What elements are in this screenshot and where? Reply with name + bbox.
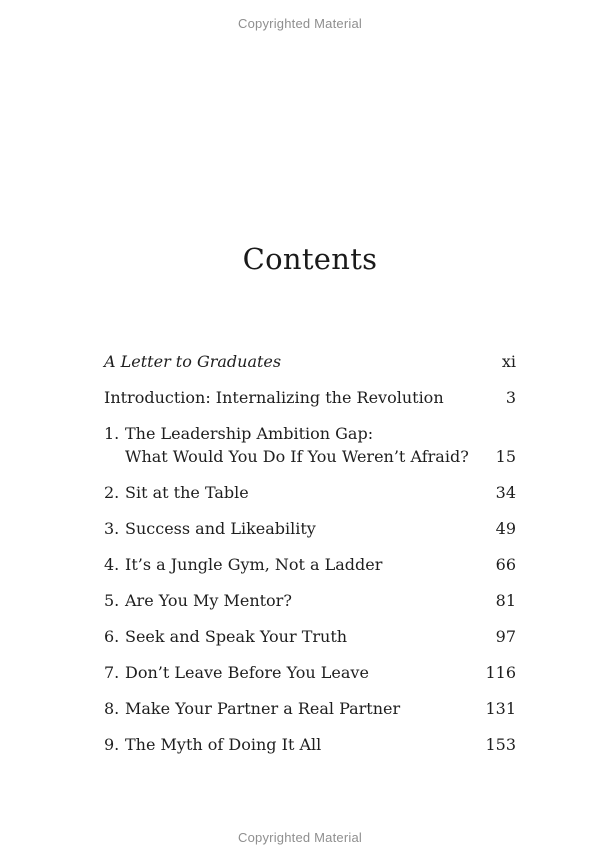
toc-entry-page: xi [501, 352, 516, 371]
toc-entry-label [104, 733, 321, 756]
toc-entry-number: 7. [104, 663, 120, 682]
toc-entry [104, 386, 516, 409]
toc-entry [104, 422, 516, 468]
page-title: Contents [242, 242, 378, 276]
toc-entry [104, 625, 516, 648]
toc-entry-number: 3. [104, 519, 120, 538]
toc-entry-title [125, 422, 469, 468]
toc-entry [104, 553, 516, 576]
toc-entry-title: It’s a Jungle Gym, Not a Ladder [125, 555, 383, 574]
toc-entry-label [104, 553, 382, 576]
toc-entry-page: 49 [495, 519, 516, 538]
toc-entry-label [104, 422, 469, 468]
toc-entry-page: 97 [495, 627, 516, 646]
toc-entry-label [104, 697, 400, 720]
toc-entry-page: 153 [485, 735, 516, 754]
copyright-notice-top: Copyrighted Material [238, 16, 362, 31]
toc-entry [104, 517, 516, 540]
toc-entry-number: 9. [104, 735, 120, 754]
toc-entry-number: 2. [104, 483, 120, 502]
toc-entry-label [104, 625, 347, 648]
toc-entry [104, 661, 516, 684]
toc-entry-label [104, 589, 292, 612]
toc-entry-page: 116 [485, 663, 516, 682]
toc-entry-page: 34 [495, 483, 516, 502]
toc-entry-page: 3 [505, 388, 516, 407]
toc-entry-title: Success and Likeability [125, 519, 316, 538]
toc-entry-number: 8. [104, 699, 120, 718]
toc-entry [104, 697, 516, 720]
toc-entry-title: Are You My Mentor? [125, 591, 292, 610]
toc-entry-page: 15 [495, 447, 516, 466]
toc-entry-label [104, 350, 281, 373]
toc-entry [104, 589, 516, 612]
toc-entry-number: 1. [104, 424, 120, 443]
toc-entry [104, 733, 516, 756]
toc-entry-title: A Letter to Graduates [104, 352, 282, 371]
toc-entry-title: Make Your Partner a Real Partner [125, 699, 401, 718]
toc-entry-title-line1: The Leadership Ambition Gap: [125, 424, 374, 443]
toc-entry-page: 81 [495, 591, 516, 610]
toc-entry-title: The Myth of Doing It All [125, 735, 322, 754]
toc-entry-page: 66 [495, 555, 516, 574]
toc-entry-label [104, 661, 369, 684]
toc-entry-title: Don’t Leave Before You Leave [125, 663, 369, 682]
toc-entry [104, 481, 516, 504]
toc-entry-number: 5. [104, 591, 120, 610]
copyright-notice-bottom: Copyrighted Material [238, 830, 362, 845]
toc-entry-title: Introduction: Internalizing the Revolution [104, 388, 444, 407]
toc-entry [104, 350, 516, 373]
toc-entry-title: Sit at the Table [125, 483, 249, 502]
toc-entry-title-line2: What Would You Do If You Weren’t Afraid? [125, 447, 469, 466]
toc-entry-title: Seek and Speak Your Truth [125, 627, 348, 646]
toc-entry-label [104, 481, 249, 504]
toc-entry-page: 131 [485, 699, 516, 718]
table-of-contents [104, 350, 516, 769]
toc-entry-number: 4. [104, 555, 120, 574]
toc-entry-number: 6. [104, 627, 120, 646]
toc-entry-label [104, 517, 316, 540]
toc-entry-label [104, 386, 444, 409]
